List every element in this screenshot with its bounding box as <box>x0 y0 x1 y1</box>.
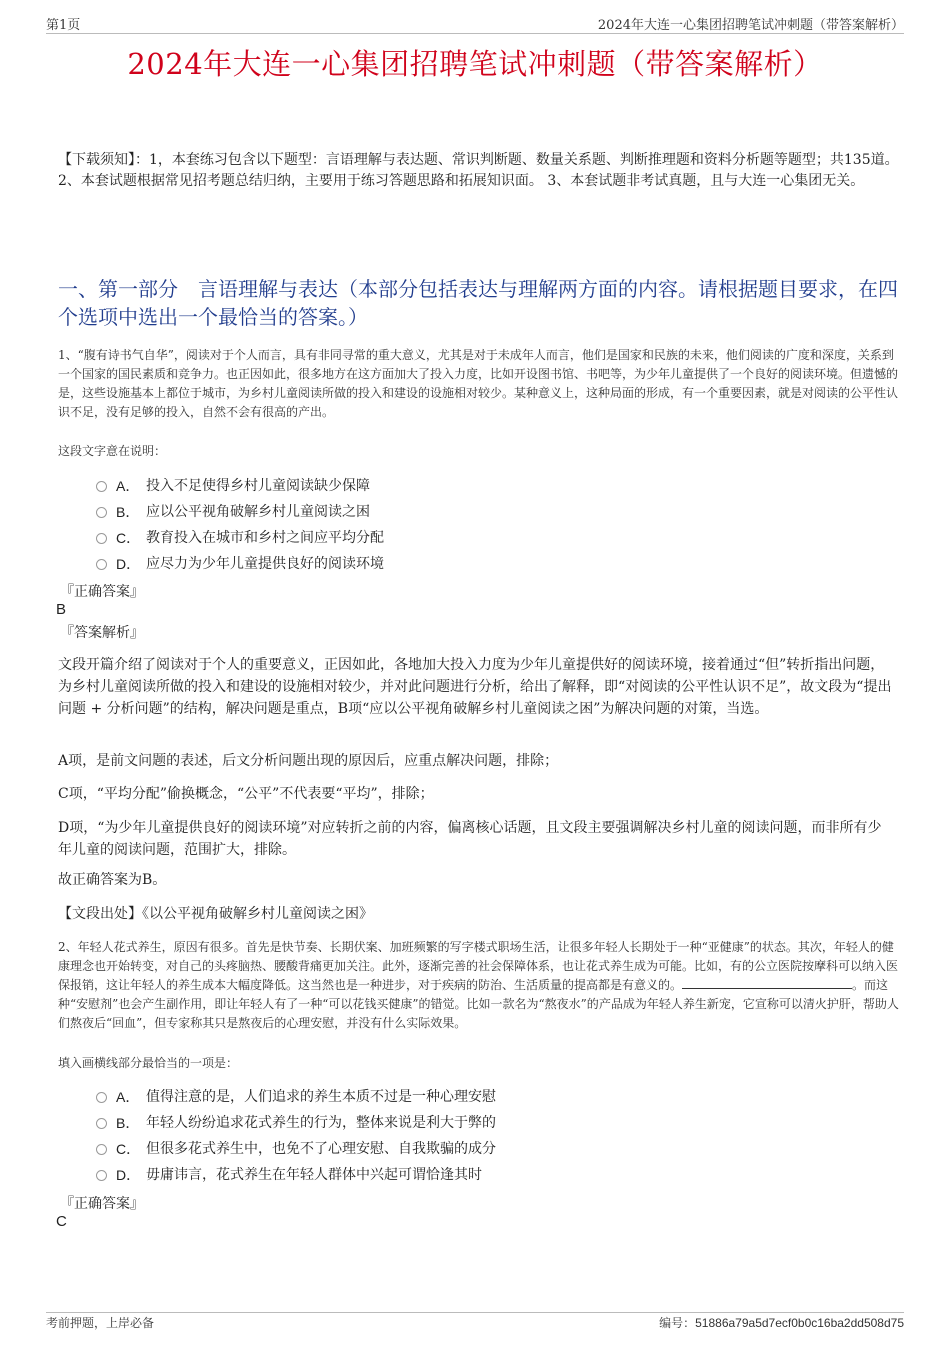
question-2-answer: C <box>56 1213 67 1230</box>
question-2-option-d[interactable]: D． 毋庸讳言，花式养生在年轻人群体中兴起可谓恰逢其时 <box>96 1162 876 1188</box>
question-2-options <box>96 1084 876 1188</box>
analysis-paragraph: 文段开篇介绍了阅读对于个人的重要意义，正因如此，各地加大投入力度为少年儿童提供好的阅读环境，接着通过“但”转折指出问题，为乡村儿童阅读所做的投入和建设的设施相对较少，并对此问题进行分析，给出了解释，即“对阅读的公平性认识不足”，故文段为“提出问题 + 分析问题”的结构，解决问题是重点，B项“应以公平视角破解乡村儿童阅读之困”为解决问题的对策，当选。 <box>58 657 892 717</box>
question-1-option-b[interactable]: B． 应以公平视角破解乡村儿童阅读之困 <box>96 499 876 525</box>
question-2-option-a[interactable]: A． 值得注意的是，人们追求的养生本质不过是一种心理安慰 <box>96 1084 876 1110</box>
page-number: 第1页 <box>46 18 81 33</box>
radio-icon[interactable] <box>96 1118 107 1129</box>
fill-blank <box>682 976 852 989</box>
footer-divider <box>46 1312 904 1313</box>
analysis-source: 【文段出处】《以公平视角破解乡村儿童阅读之困》 <box>58 906 373 922</box>
download-notice: 【下载须知】：1，本套练习包含以下题型：言语理解与表达题、常识判断题、数量关系题、判断推理题和资料分析题等题型；共135道。 2、本套试题根据常见招考题总结归纳，主要用于练习答题思路和拓展知识面。 3、本套试题非考试真题，且与大连一心集团无关。 <box>58 152 899 189</box>
radio-icon[interactable] <box>96 1144 107 1155</box>
analysis-paragraph: C项，“平均分配”偷换概念，“公平”不代表要“平均”，排除； <box>58 786 434 802</box>
question-1-prompt: 这段文字意在说明： <box>58 444 167 458</box>
footer-code: 编号：51886a79a5d7ecf0b0c16ba2dd508d75 <box>659 1316 904 1330</box>
radio-icon[interactable] <box>96 533 107 544</box>
question-1-option-a[interactable]: A． 投入不足使得乡村儿童阅读缺少保障 <box>96 473 876 499</box>
radio-icon[interactable] <box>96 559 107 570</box>
radio-icon[interactable] <box>96 507 107 518</box>
question-2-answer-label: 『正确答案』 <box>60 1196 144 1212</box>
question-1-options <box>96 473 876 577</box>
analysis-conclusion: 故正确答案为B。 <box>58 872 167 888</box>
header-divider <box>46 33 904 34</box>
question-1-analysis-label: 『答案解析』 <box>60 625 144 641</box>
question-1-option-d[interactable]: D． 应尽力为少年儿童提供良好的阅读环境 <box>96 551 876 577</box>
question-2-text: 2、年轻人花式养生，原因有很多。首先是快节奏、长期伏案、加班频繁的写字楼式职场生活，让很多年轻人长期处于一种“亚健康”的状态。其次，年轻人的健康理念也开始转变，对自己的头疼脑热、腰酸背痛更加关注。此外，逐渐完善的社会保障体系，也让花式养生成为可能。比如，有的公立医院按摩科可以纳入医保报销，这让年轻人的养生成本大幅度降低。这当然也是一种进步，对于疾病的防治、生活质量的提高都是有意义的。 。而这种“安慰剂”也会产生副作用，即让年轻人有了一种“可以花钱买健康”的错觉。比如一款名为“熬夜水”的产品成为年轻人养生新宠，它宣称可以清火护肝，帮助人们熬夜后“回血”，但专家称其只是熬夜后的心理安慰，并没有什么实际效果。 <box>58 940 899 1030</box>
question-2-option-b[interactable]: B． 年轻人纷纷追求花式养生的行为，整体来说是利大于弊的 <box>96 1110 876 1136</box>
radio-icon[interactable] <box>96 1092 107 1103</box>
analysis-paragraph: D项，“为少年儿童提供良好的阅读环境”对应转折之前的内容，偏离核心话题，且文段主要强调解决乡村儿童的阅读问题，而非所有少年儿童的阅读问题，范围扩大，排除。 <box>58 820 882 858</box>
question-1-text: 1、“腹有诗书气自华”，阅读对于个人而言，具有非同寻常的重大意义，尤其是对于未成年人而言，他们是国家和民族的未来，他们阅读的广度和深度，关系到一个国家的国民素质和竞争力。也正因如此，很多地方在这方面加大了投入力度，比如开设图书馆、书吧等，为少年儿童提供了一个良好的阅读环境。但遗憾的是，这些设施基本上都位于城市，为乡村儿童阅读所做的投入和建设的设施相对较少。某种意义上，这种局面的形成，有一个重要因素，就是对阅读的公平性认识不足，没有足够的投入，自然不会有很高的产出。 <box>58 348 899 419</box>
page-title: 2024年大连一心集团招聘笔试冲刺题（带答案解析） <box>127 47 823 81</box>
question-1-answer: B <box>56 601 67 618</box>
question-1-answer-label: 『正确答案』 <box>60 584 144 600</box>
analysis-paragraph: A项，是前文问题的表述，后文分析问题出现的原因后，应重点解决问题，排除； <box>58 753 559 769</box>
radio-icon[interactable] <box>96 1170 107 1181</box>
section-title: 一、第一部分 言语理解与表达（本部分包括表达与理解两方面的内容。请根据题目要求，在四个选项中选出一个最恰当的答案。） <box>58 277 898 329</box>
footer-slogan: 考前押题，上岸必备 <box>46 1316 155 1330</box>
radio-icon[interactable] <box>96 481 107 492</box>
question-2-prompt: 填入画横线部分最恰当的一项是： <box>58 1056 239 1070</box>
question-2-option-c[interactable]: C． 但很多花式养生中，也免不了心理安慰、自我欺骗的成分 <box>96 1136 876 1162</box>
header-doc-title: 2024年大连一心集团招聘笔试冲刺题（带答案解析） <box>597 18 904 33</box>
question-1-option-c[interactable]: C． 教育投入在城市和乡村之间应平均分配 <box>96 525 876 551</box>
